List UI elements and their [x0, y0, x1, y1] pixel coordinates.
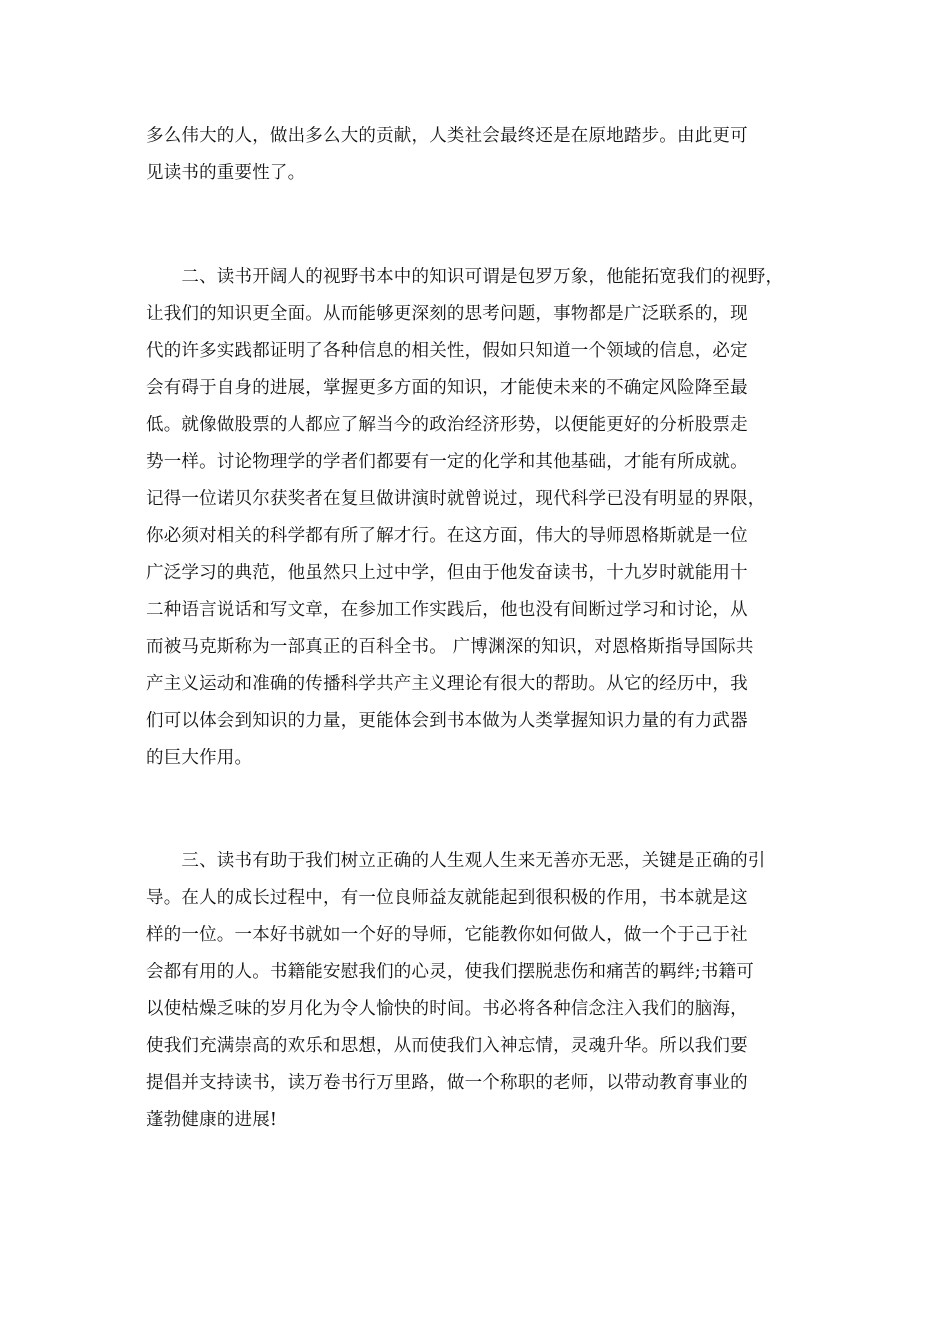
text-line: 你必须对相关的科学都有所了解才行。在这方面，伟大的导师恩格斯就是一位 — [146, 526, 748, 546]
text-line: 记得一位诺贝尔获奖者在复旦做讲演时就曾说过，现代科学已没有明显的界限， — [146, 489, 766, 509]
text-line: 会有碍于自身的进展，掌握更多方面的知识，才能使未来的不确定风险降至最 — [146, 378, 748, 398]
text-line: 二、读书开阔人的视野书本中的知识可谓是包罗万象，他能拓宽我们的视野， — [146, 267, 784, 287]
text-line: 二种语言说话和写文章，在参加工作实践后，他也没有间断过学习和讨论，从 — [146, 600, 748, 620]
text-line: 产主义运动和准确的传播科学共产主义理论有很大的帮助。从它的经历中，我 — [146, 674, 748, 694]
text-line: 见读书的重要性了。 — [146, 163, 306, 183]
text-line: 三、读书有助于我们树立正确的人生观人生来无善亦无恶，关键是正确的引 — [146, 851, 766, 871]
text-line: 的巨大作用。 — [146, 748, 253, 768]
text-line: 代的许多实践都证明了各种信息的相关性，假如只知道一个领域的信息，必定 — [146, 341, 748, 361]
text-line: 蓬勃健康的进展! — [146, 1110, 278, 1130]
text-line: 导。在人的成长过程中，有一位良师益友就能起到很积极的作用，书本就是这 — [146, 888, 748, 908]
text-line: 样的一位。一本好书就如一个好的导师，它能教你如何做人，做一个于己于社 — [146, 925, 748, 945]
text-line: 会都有用的人。书籍能安慰我们的心灵，使我们摆脱悲伤和痛苦的羁绊;书籍可 — [146, 962, 754, 982]
text-line: 以使枯燥乏味的岁月化为令人愉快的时间。书必将各种信念注入我们的脑海， — [146, 999, 748, 1019]
text-line: 而被马克斯称为一部真正的百科全书。 广博渊深的知识，对恩格斯指导国际共 — [146, 637, 754, 657]
text-line: 提倡并支持读书，读万卷书行万里路，做一个称职的老师，以带动教育事业的 — [146, 1073, 748, 1093]
text-line: 广泛学习的典范，他虽然只上过中学，但由于他发奋读书，十九岁时就能用十 — [146, 563, 748, 583]
text-line: 势一样。讨论物理学的学者们都要有一定的化学和其他基础，才能有所成就。 — [146, 452, 748, 472]
text-line: 低。就像做股票的人都应了解当今的政治经济形势，以便能更好的分析股票走 — [146, 415, 748, 435]
text-line: 使我们充满崇高的欢乐和思想，从而使我们入神忘情，灵魂升华。所以我们要 — [146, 1036, 748, 1056]
text-line: 们可以体会到知识的力量，更能体会到书本做为人类掌握知识力量的有力武器 — [146, 711, 748, 731]
text-line: 多么伟大的人，做出多么大的贡献，人类社会最终还是在原地踏步。由此更可 — [146, 126, 748, 146]
text-line: 让我们的知识更全面。从而能够更深刻的思考问题，事物都是广泛联系的，现 — [146, 304, 748, 324]
